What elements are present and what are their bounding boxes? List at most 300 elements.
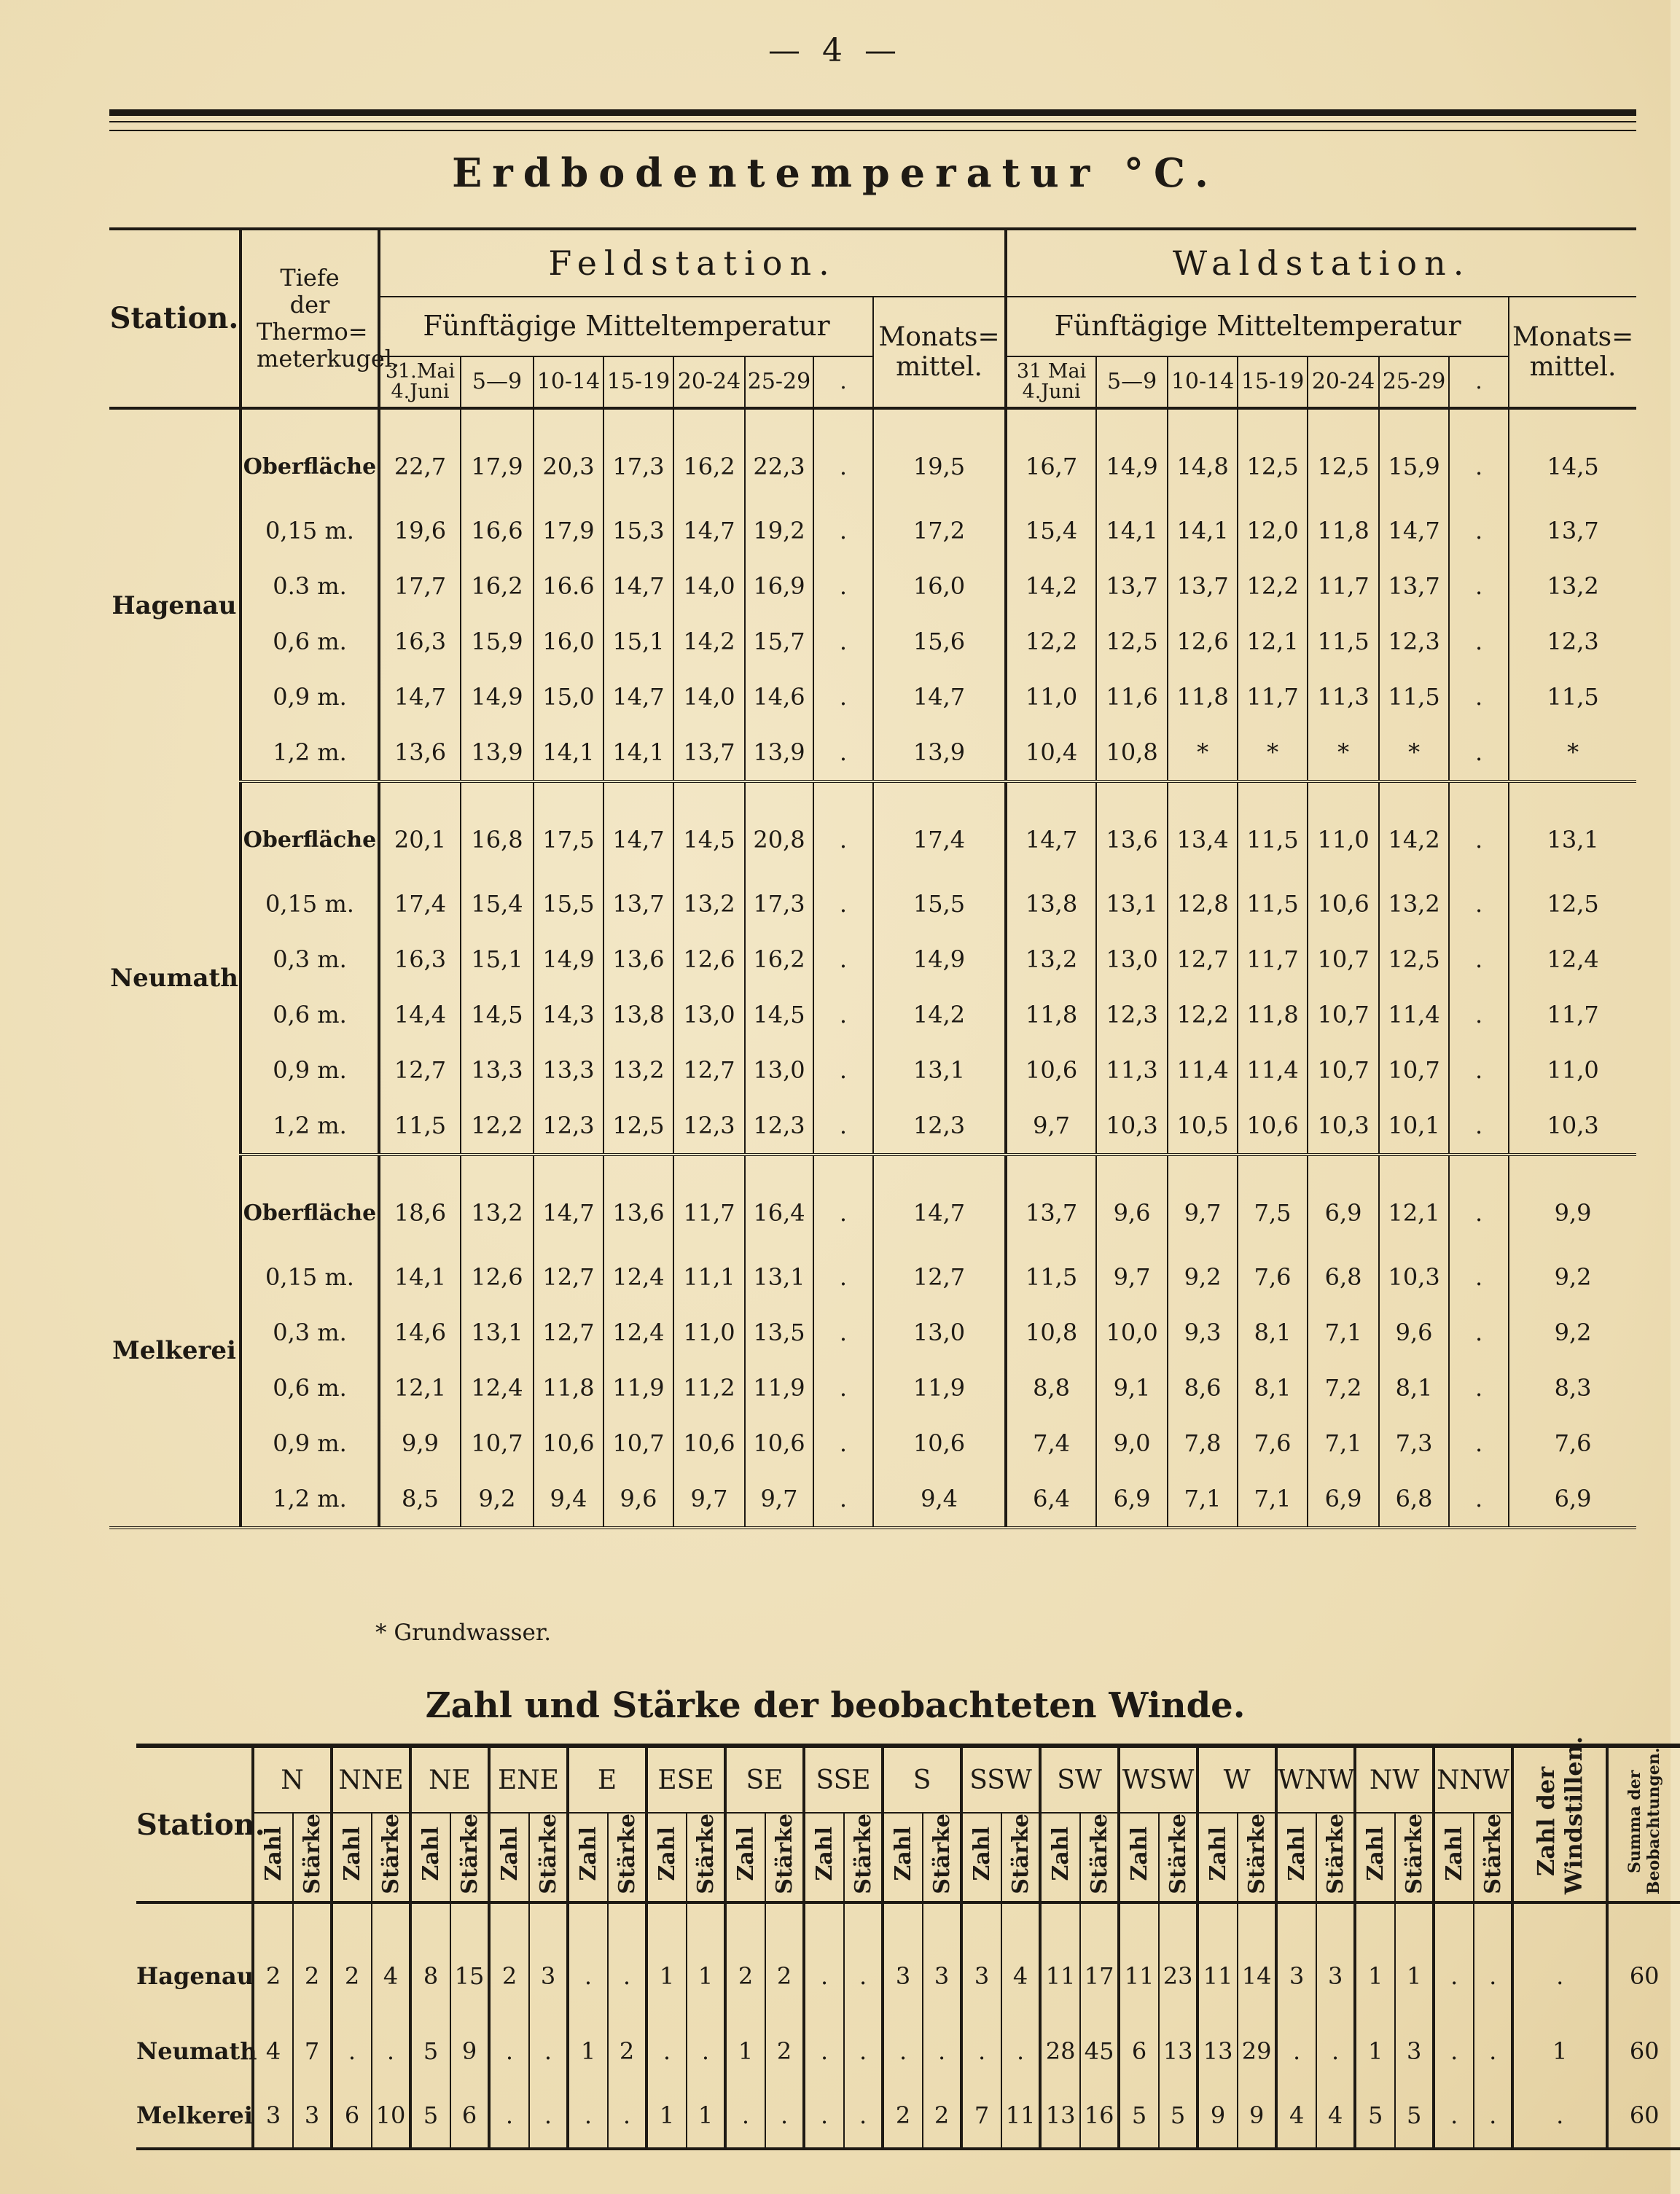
wald-value: .	[1449, 614, 1509, 669]
table-row	[109, 614, 1636, 669]
wald-value: .	[1449, 503, 1509, 558]
wind-sub-zahl	[961, 1813, 1001, 1902]
wind-value: .	[646, 2019, 687, 2083]
feld-value: 12,5	[603, 1098, 673, 1155]
wald-value: 6,4	[1006, 1471, 1096, 1528]
depth-label: 1,2 m.	[241, 725, 379, 781]
feld-value: 16.6	[534, 558, 603, 614]
depth-label: 1,2 m.	[241, 1471, 379, 1528]
zahl-label: Zahl	[496, 1827, 523, 1881]
wind-value: .	[844, 1902, 883, 2019]
wald-value: 7,3	[1379, 1416, 1449, 1471]
wald-value: 11,8	[1006, 987, 1096, 1042]
wald-value: 13,7	[1168, 558, 1238, 614]
feld-value: 11,2	[673, 1360, 745, 1416]
feld-value: 13,7	[603, 876, 673, 932]
wind-sub-staerke	[687, 1813, 725, 1902]
wind-value: 1	[646, 2083, 687, 2149]
feld-value: 14,1	[379, 1249, 461, 1305]
wald-value: 10,1	[1379, 1098, 1449, 1155]
depth-label: 0,3 m.	[241, 932, 379, 987]
feld-value: 14,1	[603, 725, 673, 781]
period-wald-3: 15-19	[1238, 356, 1308, 408]
header-station: Station.	[109, 229, 241, 408]
feld-value: .	[813, 558, 873, 614]
wald-monthly-mean: 6,9	[1509, 1471, 1636, 1528]
feld-value: 22,3	[745, 408, 813, 503]
wind-value: 7	[293, 2019, 332, 2083]
feld-value: 15,3	[603, 503, 673, 558]
wald-value: 10,6	[1308, 876, 1379, 932]
wind-value: 3	[1316, 1902, 1355, 2019]
wald-value: 7,8	[1168, 1416, 1238, 1471]
wind-value: .	[687, 2019, 725, 2083]
wald-value: 13,7	[1096, 558, 1168, 614]
wind-header-windstillen	[1512, 1736, 1607, 1902]
wind-value: 3	[529, 1902, 568, 2019]
wald-value: .	[1449, 876, 1509, 932]
feld-value: 17,7	[379, 558, 461, 614]
station-name: Hagenau	[112, 591, 237, 620]
feld-value: 13,9	[745, 725, 813, 781]
wald-value: 12,5	[1238, 408, 1308, 503]
wind-value: 1	[568, 2019, 608, 2083]
station-name: Hagenau	[136, 1962, 254, 1990]
wind-value: 13	[1198, 2019, 1238, 2083]
wind-direction-s: S	[883, 1746, 961, 1813]
wind-direction-ne: NE	[410, 1746, 489, 1813]
wald-value: 11,5	[1379, 669, 1449, 725]
feld-value: .	[813, 725, 873, 781]
wind-value: 10	[372, 2083, 410, 2149]
wind-value: 2	[253, 1902, 293, 2019]
wind-value: 8	[410, 1902, 450, 2019]
wald-monthly-mean: 11,0	[1509, 1042, 1636, 1098]
staerke-label: Stärke	[299, 1814, 325, 1894]
feld-value: 11,0	[673, 1305, 745, 1360]
wald-value: 9,3	[1168, 1305, 1238, 1360]
feld-value: 20,3	[534, 408, 603, 503]
wind-value: 1	[687, 1902, 725, 2019]
feld-value: 12,4	[603, 1305, 673, 1360]
wald-value: 11,4	[1379, 987, 1449, 1042]
wald-monthly-mean: 9,2	[1509, 1249, 1636, 1305]
page-number: — 4 —	[768, 32, 902, 69]
feld-value: 10,6	[673, 1416, 745, 1471]
wald-value: 14,2	[1006, 558, 1096, 614]
feld-value: 16,3	[379, 614, 461, 669]
wind-value: 6	[332, 2083, 372, 2149]
staerke-label: Stärke	[1322, 1814, 1348, 1894]
wind-value: 6	[450, 2083, 489, 2149]
wind-summa-value: 60	[1607, 1902, 1680, 2019]
feld-value: 14,4	[379, 987, 461, 1042]
wind-sub-staerke	[608, 1813, 646, 1902]
wald-value: 10,8	[1096, 725, 1168, 781]
depth-label: 0,6 m.	[241, 614, 379, 669]
wald-value: 8,1	[1238, 1360, 1308, 1416]
feld-value: 13,6	[379, 725, 461, 781]
feld-value: .	[813, 1416, 873, 1471]
table-row	[109, 1098, 1636, 1155]
wald-value: .	[1449, 408, 1509, 503]
wald-value: 12,0	[1238, 503, 1308, 558]
feld-value: 19,2	[745, 503, 813, 558]
wald-value: 11,8	[1168, 669, 1238, 725]
wind-value: 4	[253, 2019, 293, 2083]
depth-label: 0,15 m.	[241, 1249, 379, 1305]
zahl-label: Zahl	[1047, 1827, 1074, 1881]
wald-value: 7,1	[1308, 1416, 1379, 1471]
depth-label: Oberfläche	[241, 1155, 379, 1249]
top-rule-thin	[109, 121, 1636, 122]
wind-summa-value: 60	[1607, 2019, 1680, 2083]
wind-value: 9	[450, 2019, 489, 2083]
wald-value: 13,2	[1006, 932, 1096, 987]
wind-value: .	[529, 2083, 568, 2149]
wind-still-value: .	[1512, 1902, 1607, 2019]
wind-direction-sw: SW	[1040, 1746, 1119, 1813]
summa-label: Summa der Beobachtungen.	[1625, 1747, 1664, 1894]
feld-value: 9,7	[745, 1471, 813, 1528]
wind-sub-zahl	[1355, 1813, 1395, 1902]
header-depth: Tiefe der Thermo= meterkugel.	[241, 229, 379, 408]
table-row	[136, 2083, 1680, 2149]
wind-value: .	[844, 2019, 883, 2083]
windstillen-label: Zahl der Windstillen.	[1532, 1736, 1588, 1894]
wald-value: 16,7	[1006, 408, 1096, 503]
feld-value: 14,1	[534, 725, 603, 781]
wald-value: 12,5	[1379, 932, 1449, 987]
wald-value: 14,7	[1379, 503, 1449, 558]
wald-value: 6,9	[1308, 1155, 1379, 1249]
table-row	[109, 1305, 1636, 1360]
wind-sub-zahl	[804, 1813, 844, 1902]
feld-value: 14,5	[461, 987, 534, 1042]
wald-value: 11,5	[1308, 614, 1379, 669]
wald-value: .	[1449, 669, 1509, 725]
wind-value: 4	[1316, 2083, 1355, 2149]
wind-value: .	[372, 2019, 410, 2083]
feld-value: 11,5	[379, 1098, 461, 1155]
depth-label: Oberfläche	[241, 781, 379, 876]
header-waldstation: Waldstation.	[1006, 229, 1636, 297]
feld-value: 12,3	[745, 1098, 813, 1155]
depth-label: 0,3 m.	[241, 1305, 379, 1360]
wald-value: .	[1449, 781, 1509, 876]
feld-value: 13,7	[673, 725, 745, 781]
wald-value: 8,8	[1006, 1360, 1096, 1416]
wald-value: 14,8	[1168, 408, 1238, 503]
wald-value: 12,5	[1308, 408, 1379, 503]
wind-value: .	[923, 2019, 961, 2083]
feld-value: 12,4	[461, 1360, 534, 1416]
feld-value: 13,0	[745, 1042, 813, 1098]
wald-value: 9,7	[1006, 1098, 1096, 1155]
wald-value: 14,2	[1379, 781, 1449, 876]
wind-value: 11	[1119, 1902, 1159, 2019]
feld-value: 13,2	[673, 876, 745, 932]
wind-value: 14	[1238, 1902, 1276, 2019]
feld-value: 10,6	[534, 1416, 603, 1471]
wind-value: .	[1474, 2019, 1512, 2083]
wind-header-summa	[1607, 1746, 1680, 1902]
feld-monthly-mean: 14,2	[873, 987, 1006, 1042]
depth-label: 1,2 m.	[241, 1098, 379, 1155]
depth-label: 0,15 m.	[241, 876, 379, 932]
wind-sub-staerke	[450, 1813, 489, 1902]
table-row	[109, 987, 1636, 1042]
wald-monthly-mean: 13,2	[1509, 558, 1636, 614]
wind-value: 2	[332, 1902, 372, 2019]
period-feld-2: 10-14	[534, 356, 603, 408]
station-name: Neumath	[110, 964, 238, 993]
wind-value: 17	[1080, 1902, 1119, 2019]
zahl-label: Zahl	[811, 1827, 837, 1881]
wind-value: 9	[1238, 2083, 1276, 2149]
feld-monthly-mean: 17,2	[873, 503, 1006, 558]
wald-monthly-mean: 11,5	[1509, 669, 1636, 725]
feld-monthly-mean: 13,9	[873, 725, 1006, 781]
wind-value: 3	[923, 1902, 961, 2019]
wind-sub-staerke	[372, 1813, 410, 1902]
wind-value: 2	[489, 1902, 529, 2019]
wald-monthly-mean: 11,7	[1509, 987, 1636, 1042]
top-rule-thin-2	[109, 130, 1636, 131]
wind-value: .	[568, 2083, 608, 2149]
staerke-label: Stärke	[378, 1814, 404, 1894]
wald-value: 11,7	[1238, 669, 1308, 725]
wald-value: .	[1449, 1416, 1509, 1471]
table-row	[109, 1249, 1636, 1305]
wald-value: 11,0	[1006, 669, 1096, 725]
wald-value: 9,6	[1096, 1155, 1168, 1249]
wind-direction-sse: SSE	[804, 1746, 883, 1813]
table-row	[136, 2019, 1680, 2083]
wald-value: 7,5	[1238, 1155, 1308, 1249]
wald-value: .	[1449, 1471, 1509, 1528]
staerke-label: Stärke	[456, 1814, 482, 1894]
wald-value: 11,5	[1238, 781, 1308, 876]
zahl-label: Zahl	[969, 1827, 995, 1881]
wind-value: 2	[883, 2083, 923, 2149]
wind-value: 1	[687, 2083, 725, 2149]
feld-monthly-mean: 16,0	[873, 558, 1006, 614]
feld-value: 11,9	[745, 1360, 813, 1416]
table-row	[109, 1042, 1636, 1098]
feld-value: 13,2	[603, 1042, 673, 1098]
feld-value: 13,3	[534, 1042, 603, 1098]
feld-monthly-mean: 12,3	[873, 1098, 1006, 1155]
wind-still-value: .	[1512, 2083, 1607, 2149]
table-row	[109, 558, 1636, 614]
wald-value: 12,3	[1379, 614, 1449, 669]
feld-value: .	[813, 781, 873, 876]
wind-value: 7	[961, 2083, 1001, 2149]
feld-value: 13,9	[461, 725, 534, 781]
wald-value: 6,8	[1308, 1249, 1379, 1305]
feld-monthly-mean: 15,6	[873, 614, 1006, 669]
table-row	[109, 408, 1636, 503]
wind-sub-zahl	[725, 1813, 765, 1902]
wald-value: 11,5	[1006, 1249, 1096, 1305]
wind-sub-zahl	[1119, 1813, 1159, 1902]
depth-label: Oberfläche	[241, 408, 379, 503]
zahl-label: Zahl	[1284, 1827, 1310, 1881]
feld-value: 17,3	[603, 408, 673, 503]
feld-value: 13,2	[461, 1155, 534, 1249]
wald-value: 7,1	[1168, 1471, 1238, 1528]
wind-value: 29	[1238, 2019, 1276, 2083]
zahl-label: Zahl	[260, 1827, 286, 1881]
wald-value: 11,0	[1308, 781, 1379, 876]
feld-monthly-mean: 14,7	[873, 1155, 1006, 1249]
wald-value: 8,6	[1168, 1360, 1238, 1416]
feld-value: 12,6	[673, 932, 745, 987]
wind-direction-nnw: NNW	[1434, 1746, 1512, 1813]
wind-direction-e: E	[568, 1746, 646, 1813]
wind-value: 1	[1395, 1902, 1434, 2019]
wind-value: .	[608, 2083, 646, 2149]
wind-sub-zahl	[1198, 1813, 1238, 1902]
wald-value: *	[1238, 725, 1308, 781]
feld-value: 9,6	[603, 1471, 673, 1528]
feld-value: 10,7	[461, 1416, 534, 1471]
wind-value: 4	[372, 1902, 410, 2019]
wald-value: 13,7	[1006, 1155, 1096, 1249]
wald-value: 10,7	[1379, 1042, 1449, 1098]
wind-sub-zahl	[332, 1813, 372, 1902]
wind-value: 5	[410, 2019, 450, 2083]
wind-value: 3	[253, 2083, 293, 2149]
wald-value: 8,1	[1238, 1305, 1308, 1360]
staerke-label: Stärke	[535, 1814, 561, 1894]
wind-value: 5	[410, 2083, 450, 2149]
wind-direction-nw: NW	[1355, 1746, 1434, 1813]
feld-value: 18,6	[379, 1155, 461, 1249]
feld-value: 11,9	[603, 1360, 673, 1416]
zahl-label: Zahl	[890, 1827, 916, 1881]
wind-value: .	[961, 2019, 1001, 2083]
wind-value: 1	[646, 1902, 687, 2019]
wald-value: 10,0	[1096, 1305, 1168, 1360]
wald-value: 13,2	[1379, 876, 1449, 932]
wald-value: 10,5	[1168, 1098, 1238, 1155]
feld-value: 13,6	[603, 1155, 673, 1249]
wind-value: 13	[1040, 2083, 1080, 2149]
staerke-label: Stärke	[1480, 1814, 1506, 1894]
wald-value: 13,6	[1096, 781, 1168, 876]
header-feld-monatsmittel: Monats= mittel.	[873, 297, 1006, 408]
feld-value: 8,5	[379, 1471, 461, 1528]
wind-table	[136, 1736, 1680, 2150]
feld-value: 11,8	[534, 1360, 603, 1416]
feld-value: 14,5	[673, 781, 745, 876]
feld-value: 16,2	[745, 932, 813, 987]
feld-value: 17,9	[461, 408, 534, 503]
wind-value: 11	[1198, 1902, 1238, 2019]
header-feldstation: Feldstation.	[379, 229, 1006, 297]
wind-value: .	[1434, 2083, 1474, 2149]
station-name: Neumath	[136, 2037, 257, 2065]
feld-value: 13,6	[603, 932, 673, 987]
wind-sub-staerke	[1395, 1813, 1434, 1902]
wald-value: 10,6	[1006, 1042, 1096, 1098]
wald-value: .	[1449, 725, 1509, 781]
feld-value: 16,3	[379, 932, 461, 987]
feld-value: 13,5	[745, 1305, 813, 1360]
wind-sub-staerke	[1238, 1813, 1276, 1902]
staerke-label: Stärke	[692, 1814, 719, 1894]
period-wald-4: 20-24	[1308, 356, 1379, 408]
period-wald-6: .	[1449, 356, 1509, 408]
wald-value: .	[1449, 1249, 1509, 1305]
feld-value: 12,3	[673, 1098, 745, 1155]
wald-value: 13,7	[1379, 558, 1449, 614]
wald-monthly-mean: 8,3	[1509, 1360, 1636, 1416]
feld-value: 12,1	[379, 1360, 461, 1416]
wald-value: 10,7	[1308, 987, 1379, 1042]
wald-value: 14,1	[1168, 503, 1238, 558]
wind-value: 1	[1355, 1902, 1395, 2019]
wind-sub-zahl	[1434, 1813, 1474, 1902]
staerke-label: Stärke	[1401, 1814, 1427, 1894]
wind-sub-zahl	[883, 1813, 923, 1902]
wald-value: .	[1449, 1360, 1509, 1416]
feld-value: 16,6	[461, 503, 534, 558]
wind-value: .	[765, 2083, 804, 2149]
feld-value: 19,6	[379, 503, 461, 558]
feld-value: 16,2	[461, 558, 534, 614]
depth-label: 0,15 m.	[241, 503, 379, 558]
wind-value: .	[804, 2019, 844, 2083]
feld-value: 14,5	[745, 987, 813, 1042]
table-row	[136, 1902, 1680, 2019]
table-row	[109, 725, 1636, 781]
wald-value: 7,4	[1006, 1416, 1096, 1471]
feld-value: 12,3	[534, 1098, 603, 1155]
wald-value: 12,6	[1168, 614, 1238, 669]
feld-monthly-mean: 13,1	[873, 1042, 1006, 1098]
wald-value: 9,0	[1096, 1416, 1168, 1471]
feld-monthly-mean: 9,4	[873, 1471, 1006, 1528]
wald-value: 10,6	[1238, 1098, 1308, 1155]
wind-direction-nne: NNE	[332, 1746, 410, 1813]
feld-value: 15,9	[461, 614, 534, 669]
wald-value: 11,7	[1308, 558, 1379, 614]
wald-value: 12,1	[1379, 1155, 1449, 1249]
zahl-label: Zahl	[732, 1827, 759, 1881]
wind-value: 15	[450, 1902, 489, 2019]
wind-value: .	[568, 1902, 608, 2019]
feld-value: 16,0	[534, 614, 603, 669]
wald-value: 12,5	[1096, 614, 1168, 669]
table-row	[109, 1155, 1636, 1249]
wald-value: .	[1449, 1155, 1509, 1249]
zahl-label: Zahl	[1441, 1827, 1467, 1881]
wind-value: .	[332, 2019, 372, 2083]
wald-value: 6,9	[1096, 1471, 1168, 1528]
feld-monthly-mean: 12,7	[873, 1249, 1006, 1305]
feld-value: 20,8	[745, 781, 813, 876]
wald-value: 12,8	[1168, 876, 1238, 932]
feld-value: 10,6	[745, 1416, 813, 1471]
wald-value: 10,3	[1379, 1249, 1449, 1305]
zahl-label: Zahl	[1126, 1827, 1152, 1881]
feld-value: 20,1	[379, 781, 461, 876]
feld-value: 14,2	[673, 614, 745, 669]
period-wald-2: 10-14	[1168, 356, 1238, 408]
